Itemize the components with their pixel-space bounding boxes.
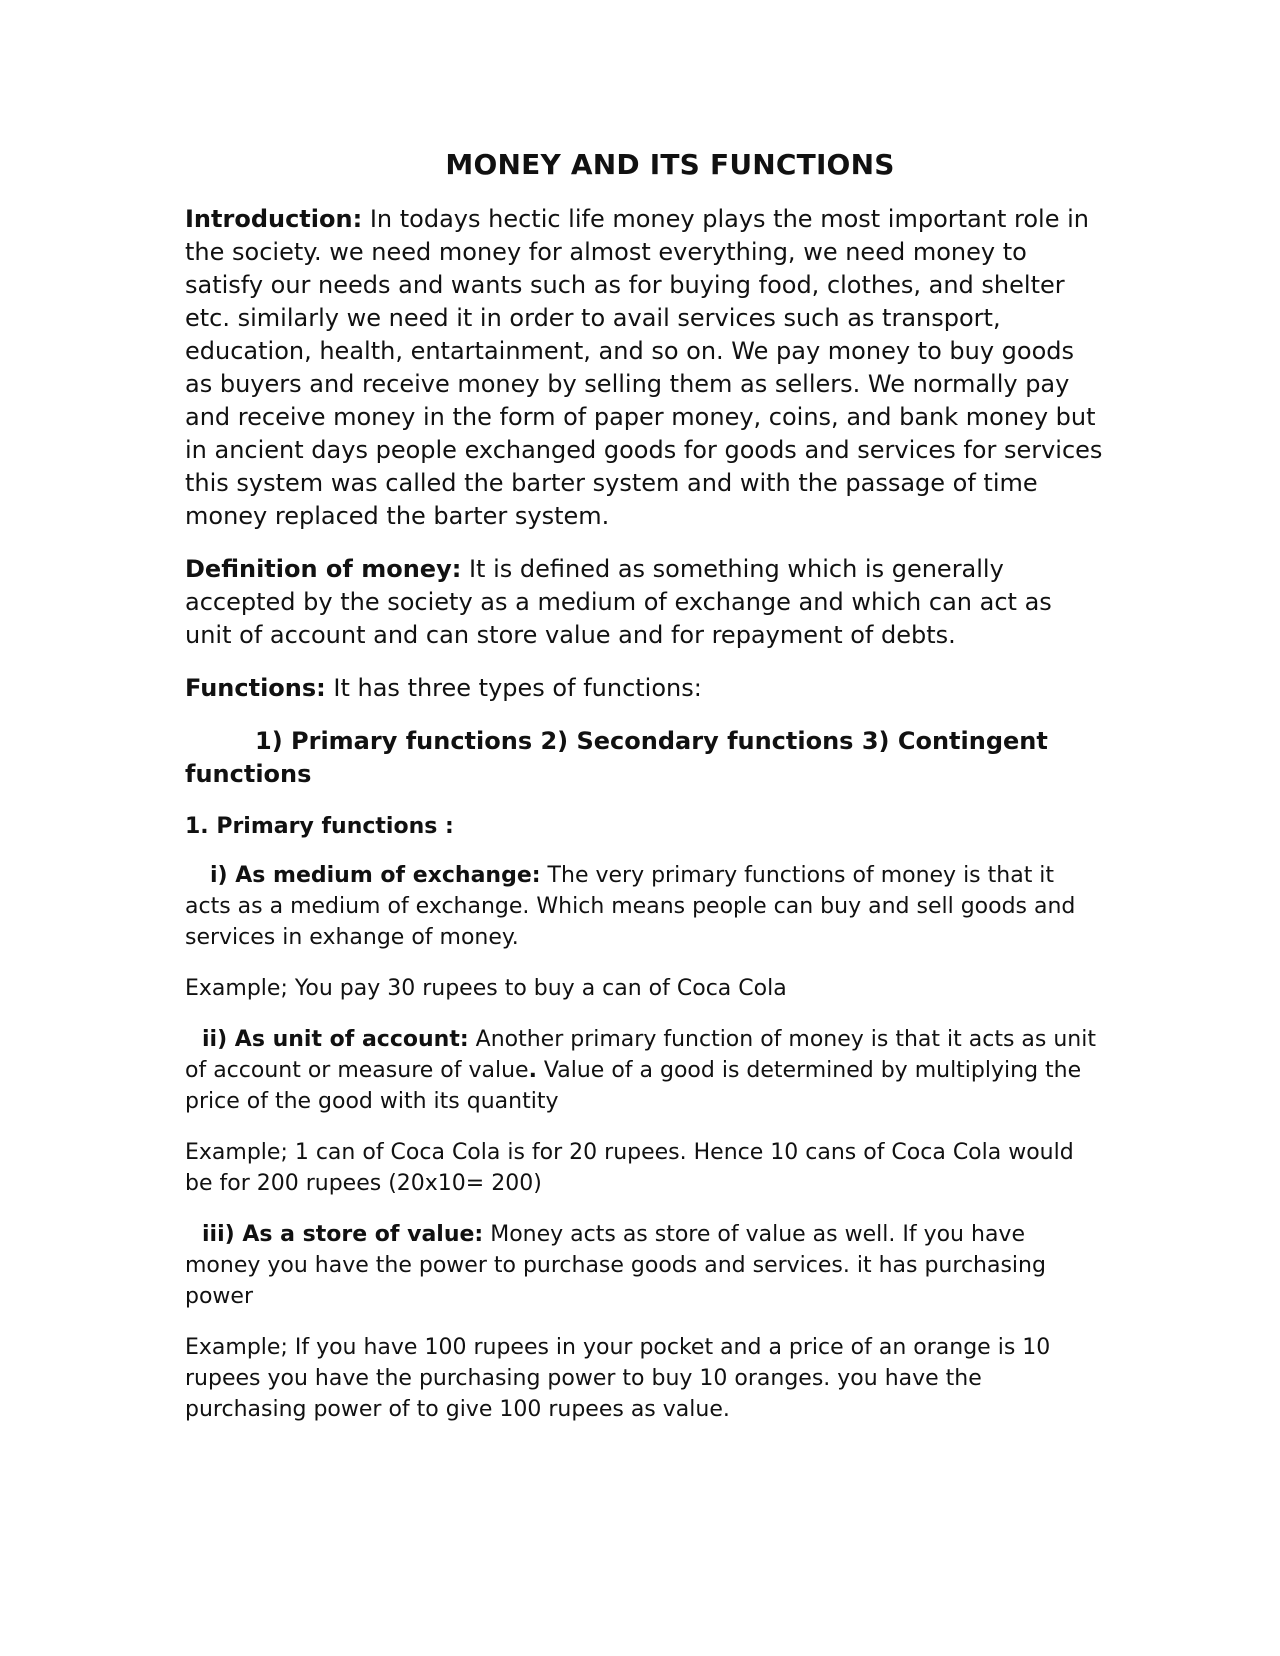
functions-text: It has three types of functions: bbox=[325, 674, 702, 702]
functions-label: Functions: bbox=[185, 674, 326, 702]
functions-paragraph bbox=[185, 672, 1105, 705]
unit-of-account-label: ii) As unit of account: bbox=[202, 1027, 469, 1052]
function-types-line bbox=[185, 725, 1105, 791]
medium-of-exchange-text: The very primary functions of money is that it acts as a medium of exchange. Which means people can buy and sell goods and services in exhange of money. bbox=[185, 863, 1076, 950]
medium-of-exchange-paragraph bbox=[185, 860, 1105, 953]
store-of-value-text: Money acts as store of value as well. If you have money you have the power to purchase goods and services. it has purchasing power bbox=[185, 1222, 1046, 1309]
unit-of-account-text-a: Another primary function of money is that it acts as unit of account or measure of value bbox=[185, 1027, 1096, 1083]
definition-label: Definition of money: bbox=[185, 555, 462, 583]
definition-text: It is defined as something which is generally accepted by the society as a medium of exchange and which can act as unit of account and can store value and for repayment of debts. bbox=[185, 555, 1052, 649]
document-page bbox=[185, 148, 1105, 1445]
introduction-label: Introduction: bbox=[185, 205, 363, 233]
unit-of-account-period: . bbox=[528, 1058, 537, 1083]
unit-of-account-example: Example; 1 can of Coca Cola is for 20 rupees. Hence 10 cans of Coca Cola would be for 200 rupees (20x10= 200) bbox=[185, 1140, 1074, 1196]
unit-of-account-paragraph bbox=[185, 1024, 1105, 1117]
store-of-value-label: iii) As a store of value: bbox=[202, 1222, 484, 1247]
introduction-paragraph bbox=[185, 203, 1105, 533]
definition-paragraph bbox=[185, 553, 1105, 652]
primary-functions-heading: 1. Primary functions : bbox=[185, 814, 454, 839]
unit-of-account-text-b: Value of a good is determined by multiplying the price of the good with its quantity bbox=[185, 1058, 1082, 1114]
store-of-value-example: Example; If you have 100 rupees in your pocket and a price of an orange is 10 rupees you have the purchasing power to buy 10 oranges. you have the purchasing power of to give 100 rupees as value. bbox=[185, 1335, 1051, 1422]
medium-of-exchange-label: i) As medium of exchange: bbox=[210, 863, 541, 888]
document-title: MONEY AND ITS FUNCTIONS bbox=[445, 148, 895, 181]
introduction-text: In todays hectic life money plays the most important role in the society. we need money for almost everything, we need money to satisfy our needs and wants such as for buying food, clothes, and shelter etc. similarly we need it in order to avail services such as transport, education, health, entartainment, and so on. We pay money to buy goods as buyers and receive money by selling them as sellers. We normally pay and receive money in the form of paper money, coins, and bank money but in ancient days people exchanged goods for goods and services for services this system was called the barter system and with the passage of time money replaced the barter system. bbox=[185, 205, 1103, 530]
store-of-value-paragraph bbox=[185, 1219, 1105, 1312]
medium-of-exchange-example: Example; You pay 30 rupees to buy a can of Coca Cola bbox=[185, 976, 787, 1001]
function-types-text: 1) Primary functions 2) Secondary functions 3) Contingent functions bbox=[185, 727, 1048, 788]
